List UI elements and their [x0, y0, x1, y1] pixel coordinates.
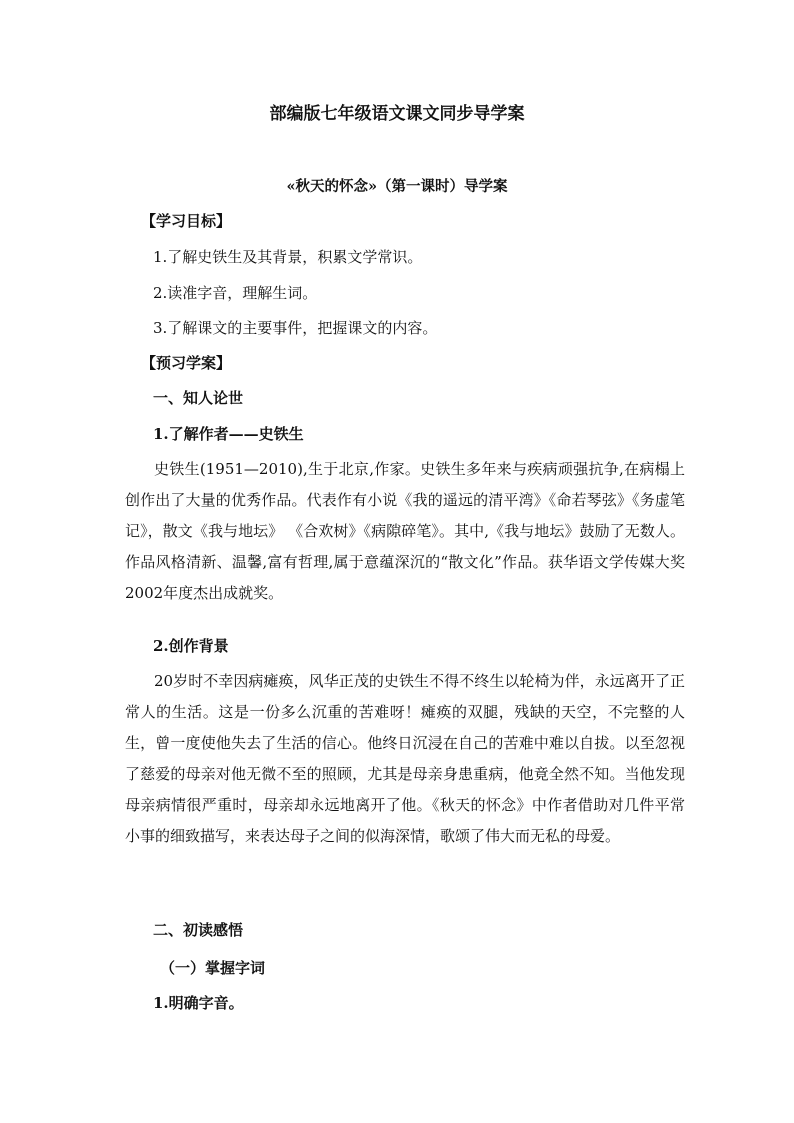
background-subheading: 2.创作背景: [153, 637, 229, 655]
document-title: 部编版七年级语文课文同步导学案: [269, 104, 525, 124]
lesson-subtitle: «秋天的怀念»（第一课时）导学案: [286, 178, 508, 195]
objectives-heading: 【学习目标】: [141, 212, 232, 230]
author-paragraph: 史铁生(1951—2010),生于北京,作家。史铁生多年来与疾病顽强抗争,在病榻上创作出了大量的优秀作品。代表作有小说《我的遥远的清平湾》《命若琴弦》《务虚笔记》，散文《我与地坛》 《合欢树》《病隙碎笔》。其中,《我与地坛》鼓励了无数人。作品风格清新、温馨,富有哲理,属于意蕴深沉的“散文化”作品。获华语文学传媒大奖2002年度杰出成就奖。: [125, 460, 685, 602]
pronunciation-item: 1.明确字音。: [153, 994, 244, 1012]
section-1-heading: 一、知人论世: [153, 389, 244, 407]
objective-item-2: 2.读准字音，理解生词。: [153, 284, 318, 302]
section-2-heading: 二、初读感悟: [153, 921, 244, 939]
objective-item-3: 3.了解课文的主要事件，把握课文的内容。: [153, 319, 438, 337]
preview-heading: 【预习学案】: [141, 354, 232, 372]
author-subheading: 1.了解作者——史铁生: [153, 425, 304, 443]
objective-item-1: 1.了解史铁生及其背景，积累文学常识。: [153, 248, 423, 266]
background-paragraph: 20岁时不幸因病瘫痪，风华正茂的史铁生不得不终生以轮椅为伴，永远离开了正常人的生活。这是一份多么沉重的苦难呀！瘫痪的双腿，残缺的天空，不完整的人生，曾一度使他失去了生活的信心。他终日沉浸在自己的苦难中难以自拔。以至忽视了慈爱的母亲对他无微不至的照顾，尤其是母亲身患重病，他竟全然不知。当他发现母亲病情很严重时，母亲却永远地离开了他。《秋天的怀念》中作者借助对几件平常小事的细致描写，来表达母子之间的似海深情，歌颂了伟大而无私的母爱。: [125, 672, 685, 845]
vocabulary-subheading: （一）掌握字词: [160, 959, 266, 977]
